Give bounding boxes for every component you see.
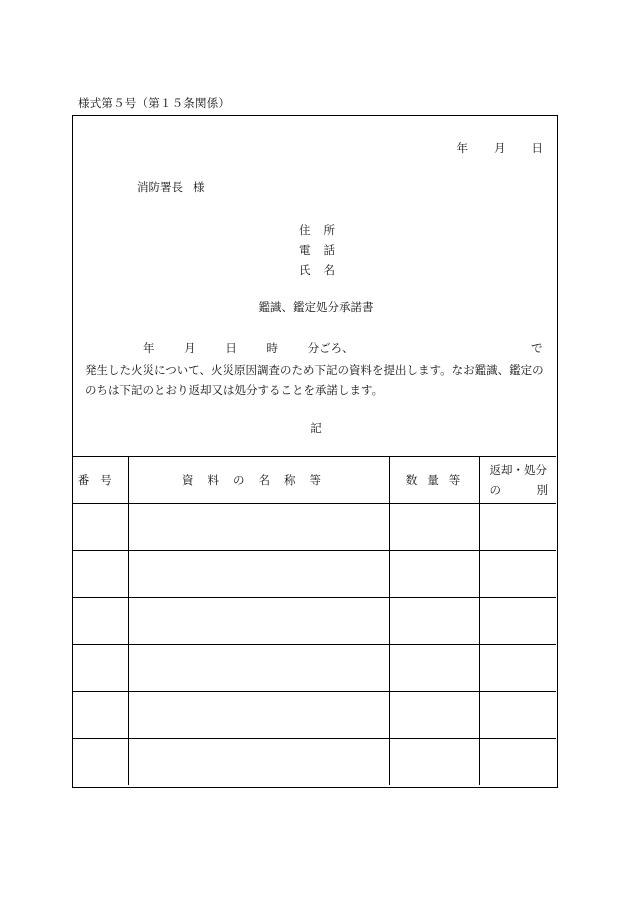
document-title: 鑑識、鑑定処分承諾書	[258, 300, 374, 314]
phone-row	[299, 240, 335, 260]
fire-day-label: 日	[225, 341, 237, 355]
date-year-label: 年	[456, 141, 468, 155]
header-material-name: 資料の名称等	[128, 457, 389, 504]
name-row	[299, 260, 335, 280]
date-day-label: 日	[531, 141, 543, 155]
name-label-1: 氏	[299, 263, 311, 277]
cell-quantity[interactable]	[389, 598, 479, 645]
cell-number[interactable]	[73, 504, 128, 551]
table-row	[73, 551, 556, 598]
cell-number[interactable]	[73, 739, 128, 786]
date-month-label: 月	[494, 141, 506, 155]
cell-return[interactable]	[479, 739, 556, 786]
cell-quantity[interactable]	[389, 551, 479, 598]
cell-quantity[interactable]	[389, 739, 479, 786]
header-return-line2	[490, 480, 557, 500]
fire-hour-label: 時	[266, 341, 278, 355]
consent-text: 発生した火災について、火災原因調査のため下記の資料を提出します。なお鑑識、鑑定ののちは下記のとおり返却又は処分することを承諾します。	[85, 363, 544, 397]
cell-return[interactable]	[479, 551, 556, 598]
cell-return[interactable]	[479, 645, 556, 692]
header-return-disposal	[479, 457, 556, 504]
table-row	[73, 645, 556, 692]
cell-number[interactable]	[73, 598, 128, 645]
table-row	[73, 598, 556, 645]
cell-quantity[interactable]	[389, 692, 479, 739]
fire-minute-label: 分ごろ、	[307, 341, 354, 355]
cell-material-name[interactable]	[128, 645, 389, 692]
phone-label-1: 電	[299, 243, 311, 257]
name-label-2: 名	[323, 263, 335, 277]
fire-datetime-line	[143, 340, 543, 356]
cell-number[interactable]	[73, 645, 128, 692]
addressee-honorific: 様	[193, 180, 205, 194]
materials-table	[73, 456, 556, 785]
table-row	[73, 739, 556, 786]
address-label-2: 所	[323, 223, 335, 237]
cell-material-name[interactable]	[128, 739, 389, 786]
cell-number[interactable]	[73, 551, 128, 598]
fire-year-label: 年	[143, 341, 155, 355]
form-frame	[72, 115, 558, 788]
cell-material-name[interactable]	[128, 692, 389, 739]
applicant-block	[299, 220, 335, 280]
date-line	[457, 140, 544, 156]
table-row	[73, 504, 556, 551]
form-label: 様式第５号（第１５条関係）	[78, 96, 231, 110]
cell-number[interactable]	[73, 692, 128, 739]
header-return-line1: 返却・処分	[489, 463, 547, 477]
addressee-name: 消防署長	[137, 180, 183, 194]
header-return-betsu: 別	[536, 483, 548, 497]
header-quantity: 数量等	[389, 457, 479, 504]
address-label-1: 住	[299, 223, 311, 237]
address-row	[299, 220, 335, 240]
cell-material-name[interactable]	[128, 504, 389, 551]
cell-material-name[interactable]	[128, 551, 389, 598]
addressee	[137, 179, 205, 195]
cell-material-name[interactable]	[128, 598, 389, 645]
table-row	[73, 692, 556, 739]
header-return-no: の	[489, 483, 501, 497]
cell-return[interactable]	[479, 598, 556, 645]
cell-quantity[interactable]	[389, 504, 479, 551]
cell-quantity[interactable]	[389, 645, 479, 692]
header-number: 番号	[73, 457, 128, 504]
ki-heading: 記	[310, 421, 322, 435]
fire-month-label: 月	[184, 341, 196, 355]
cell-return[interactable]	[479, 504, 556, 551]
cell-return[interactable]	[479, 692, 556, 739]
table-header-row	[73, 457, 556, 504]
fire-place-suffix: で	[531, 341, 543, 355]
phone-label-2: 話	[323, 243, 335, 257]
